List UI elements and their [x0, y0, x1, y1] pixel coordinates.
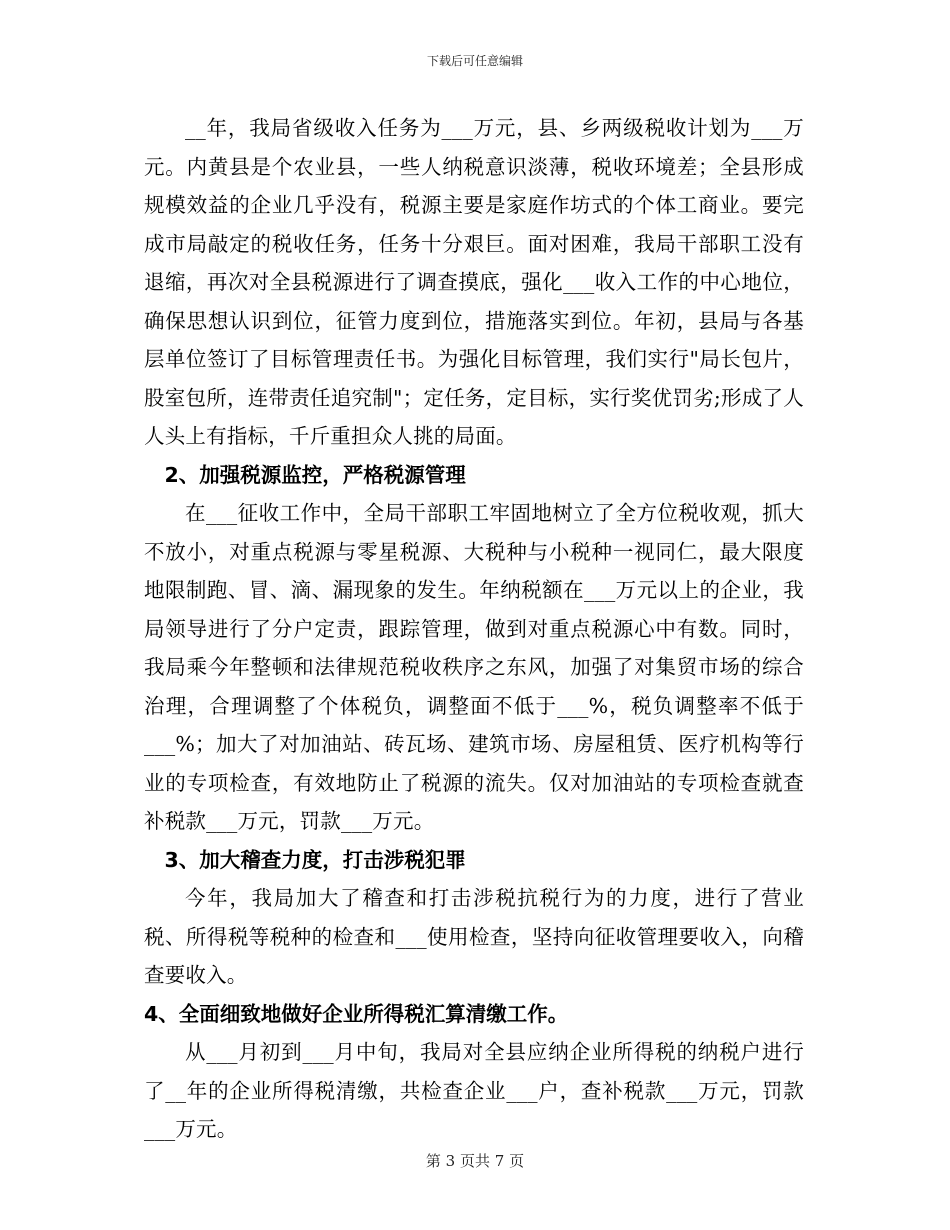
- section-heading-3: 3、加大稽查力度，打击涉税犯罪: [164, 847, 466, 872]
- section-heading-4: 4、全面细致地做好企业所得税汇算清缴工作。: [144, 1001, 569, 1026]
- document-body: [144, 109, 804, 1149]
- paragraph-inspection: 今年，我局加大了稽查和打击涉税抗税行为的力度，进行了营业税、所得税等税种的检查和___使用检查，坚持向征收管理要收入，向稽查要收入。: [144, 886, 804, 987]
- page-footer: 第 3 页共 7 页: [425, 1152, 525, 1170]
- page-header: 下载后可任意编辑: [426, 54, 523, 68]
- paragraph-tax-source-monitoring: 在___征收工作中，全局干部职工牢固地树立了全方位税收观，抓大不放小，对重点税源与零星税源、大税种与小税种一视同仁，最大限度地限制跑、冒、滴、漏现象的发生。年纳税额在___万元以上的企业，我局领导进行了分户定责，跟踪管理，做到对重点税源心中有数。同时，我局乘今年整顿和法律规范税收秩序之东风，加强了对集贸市场的综合治理，合理调整了个体税负，调整面不低于___%，税负调整率不低于___%；加大了对加油站、砖瓦场、建筑市场、房屋租赁、医疗机构等行业的专项检查，有效地防止了税源的流失。仅对加油站的专项检查就查补税款___万元，罚款___万元。: [144, 501, 804, 833]
- paragraph-task-overview: __年，我局省级收入任务为___万元，县、乡两级税收计划为___万元。内黄县是个农业县，一些人纳税意识淡薄，税收环境差；全县形成规模效益的企业几乎没有，税源主要是家庭作坊式的个体工商业。要完成市局敲定的税收任务，任务十分艰巨。面对困难，我局干部职工没有退缩，再次对全县税源进行了调查摸底，强化___收入工作的中心地位，确保思想认识到位，征管力度到位，措施落实到位。年初，县局与各基层单位签订了目标管理责任书。为强化目标管理，我们实行"局长包片，股室包所，连带责任追究制"；定任务，定目标，实行奖优罚劣;形成了人人头上有指标，千斤重担众人挑的局面。: [144, 116, 804, 448]
- paragraph-income-tax-settlement: 从___月初到___月中旬，我局对全县应纳企业所得税的纳税户进行了__年的企业所得税清缴，共检查企业___户，查补税款___万元，罚款___万元。: [144, 1040, 804, 1141]
- section-heading-2: 2、加强税源监控，严格税源管理: [164, 462, 466, 487]
